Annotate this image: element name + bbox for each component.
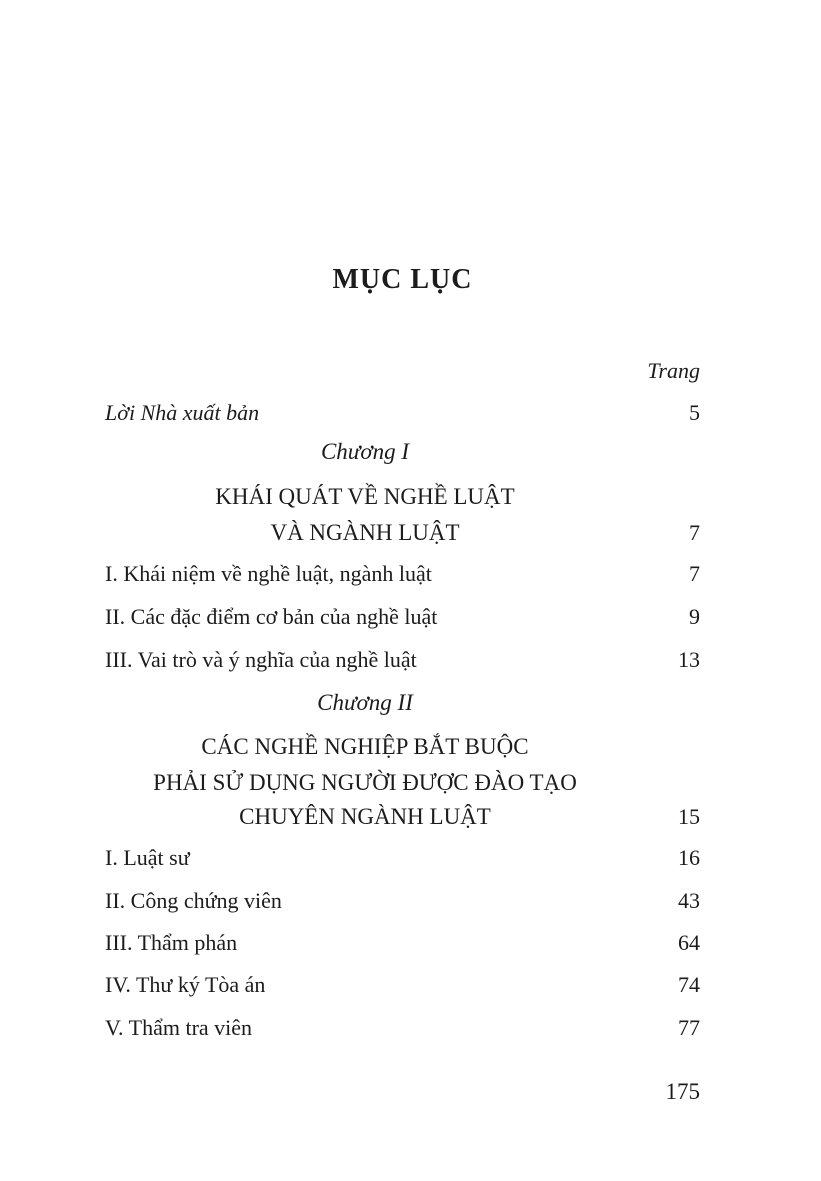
toc-entry-page: 5 <box>689 400 700 425</box>
toc-entry-page: 7 <box>689 520 700 545</box>
toc-entry-label: Lời Nhà xuất bản <box>105 400 260 425</box>
chapter-heading-text: VÀ NGÀNH LUẬT <box>270 520 460 545</box>
toc-entry <box>105 559 700 589</box>
toc-entry <box>105 928 700 958</box>
toc-entry-label: II. Các đặc điểm cơ bản của nghề luật <box>105 604 438 629</box>
toc-entry-label: V. Thẩm tra viên <box>105 1015 253 1040</box>
toc-content <box>105 263 700 1043</box>
toc-entry-label: IV. Thư ký Tòa án <box>105 972 266 997</box>
toc-chapter-label <box>105 688 700 718</box>
toc-entry <box>105 886 700 916</box>
chapter-label: Chương I <box>320 439 410 464</box>
toc-entry <box>105 645 700 675</box>
toc-chapter-label <box>105 437 700 467</box>
toc-entry-label: I. Khái niệm về nghề luật, ngành luật <box>105 561 432 586</box>
page-number: 175 <box>665 1079 700 1104</box>
chapter-label: Chương II <box>317 690 413 715</box>
chapter-heading-text: CHUYÊN NGÀNH LUẬT <box>239 804 491 829</box>
toc-entry-page: 77 <box>678 1015 700 1040</box>
toc-chapter-heading-line <box>105 480 700 514</box>
toc-entry-label: II. Công chứng viên <box>105 888 282 913</box>
chapter-heading-text: CÁC NGHỀ NGHIỆP BẮT BUỘC <box>201 734 529 759</box>
page-column-header: Trang <box>647 358 700 383</box>
toc-entry-page: 9 <box>689 604 700 629</box>
toc-entry-page: 16 <box>678 845 700 870</box>
toc-entry-page: 64 <box>678 930 700 955</box>
toc-entry-page: 13 <box>678 647 700 672</box>
toc-entry-label: I. Luật sư <box>105 845 190 870</box>
toc-chapter-heading-line <box>105 800 700 834</box>
toc-chapter-heading-line <box>105 516 700 550</box>
toc-entry-page: 74 <box>678 972 700 997</box>
toc-entry-page: 43 <box>678 888 700 913</box>
toc-entry-label: III. Thẩm phán <box>105 930 238 955</box>
toc-entry <box>105 602 700 632</box>
page-title: MỤC LỤC <box>332 264 473 295</box>
toc-entry-label: III. Vai trò và ý nghĩa của nghề luật <box>105 647 417 672</box>
toc-entry <box>105 1013 700 1043</box>
toc-entry-page: 7 <box>689 561 700 586</box>
chapter-heading-text: PHẢI SỬ DỤNG NGƯỜI ĐƯỢC ĐÀO TẠO <box>153 770 577 795</box>
toc-entry <box>105 398 700 428</box>
toc-entry-page: 15 <box>678 804 700 829</box>
toc-chapter-heading-line <box>105 730 700 764</box>
toc-chapter-heading-line <box>105 766 700 800</box>
toc-entry <box>105 843 700 873</box>
chapter-heading-text: KHÁI QUÁT VỀ NGHỀ LUẬT <box>215 484 515 509</box>
toc-entry <box>105 970 700 1000</box>
